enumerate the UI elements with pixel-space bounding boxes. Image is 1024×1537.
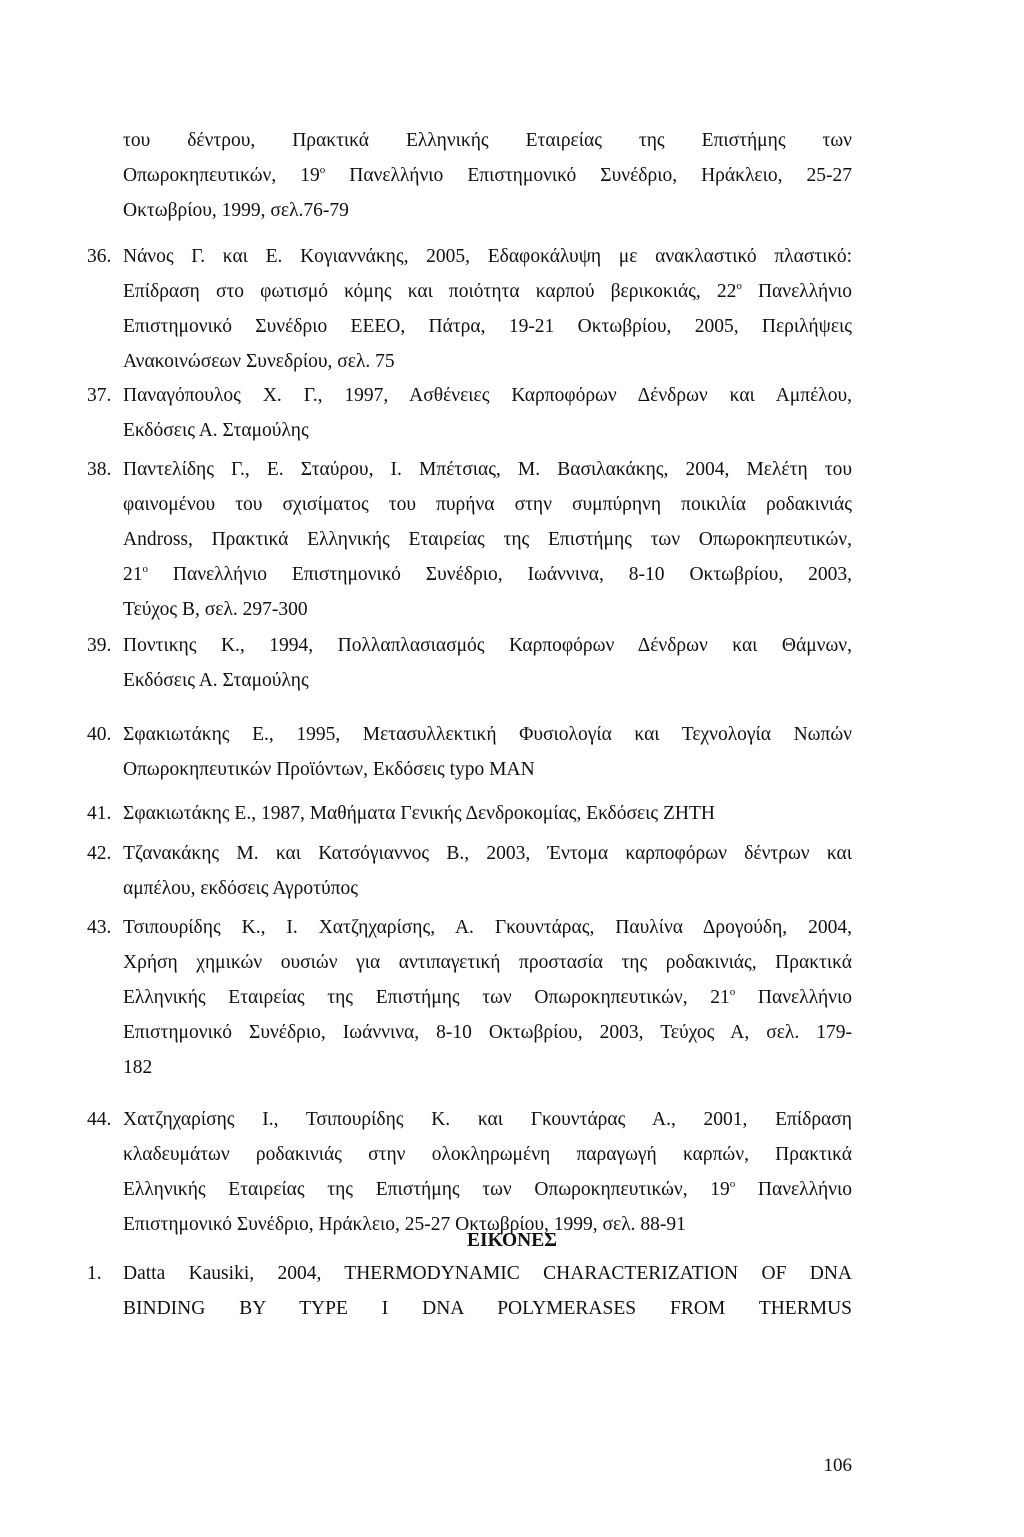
page-number: 106	[823, 1455, 852, 1476]
reference-line: Ποντικης Κ., 1994, Πολλαπλασιασμός Καρποφόρων Δένδρων και Θάμνων,	[123, 635, 852, 656]
reference-line: Ελληνικής Εταιρείας της Επιστήμης των Οπωροκηπευτικών, $19^o$ Πανελλήνιο	[123, 1177, 852, 1200]
figure-reference-line: BINDING BY TYPE I DNA POLYMERASES FROM THERMUS	[123, 1298, 852, 1319]
figure-reference-line: Datta Kausiki, 2004, THERMODYNAMIC CHARACTERIZATION OF DNA	[123, 1263, 852, 1284]
reference-number: 38.	[87, 459, 112, 480]
reference-number: 44.	[87, 1109, 112, 1130]
reference-line: Οκτωβρίου, 1999, σελ.76-79	[123, 200, 349, 221]
reference-line: Τζανακάκης Μ. και Κατσόγιαννος Β., 2003, Έντομα καρποφόρων δέντρων και	[123, 843, 852, 864]
reference-number: 42.	[87, 843, 112, 864]
reference-line: Χρήση χημικών ουσιών για αντιπαγετική προστασία της ροδακινιάς, Πρακτικά	[123, 952, 852, 973]
reference-line: Ελληνικής Εταιρείας της Επιστήμης των Οπωροκηπευτικών, $21^o$ Πανελλήνιο	[123, 985, 852, 1008]
reference-line: 182	[123, 1057, 153, 1078]
reference-number: 43.	[87, 917, 112, 938]
reference-line: Τσιπουρίδης Κ., Ι. Χατζηχαρίσης, Α. Γκουντάρας, Παυλίνα Δρογούδη, 2004,	[123, 917, 852, 938]
reference-number: 1.	[87, 1263, 102, 1284]
reference-line: του δέντρου, Πρακτικά Ελληνικής Εταιρείας της Επιστήμης των	[123, 130, 852, 151]
reference-line: Επιστημονικό Συνέδριο, Ιωάννινα, 8-10 Οκτωβρίου, 2003, Τεύχος Α, σελ. 179-	[123, 1022, 852, 1043]
reference-line: Επίδραση στο φωτισμό κόμης και ποιότητα καρπού βερικοκιάς, $22^o$ Πανελλήνιο	[123, 279, 852, 302]
reference-line: Τεύχος Β, σελ. 297-300	[123, 599, 308, 620]
reference-line: Εκδόσεις Α. Σταμούλης	[123, 670, 309, 691]
reference-line: Οπωροκηπευτικών Προϊόντων, Εκδόσεις typo MAN	[123, 759, 535, 780]
reference-line: Παντελίδης Γ., Ε. Σταύρου, Ι. Μπέτσιας, Μ. Βασιλακάκης, 2004, Μελέτη του	[123, 459, 852, 480]
reference-line: $21^o$ Πανελλήνιο Επιστημονικό Συνέδριο, Ιωάννινα, 8-10 Οκτωβρίου, 2003,	[123, 562, 852, 585]
reference-line: κλαδευμάτων ροδακινιάς στην ολοκληρωμένη παραγωγή καρπών, Πρακτικά	[123, 1144, 852, 1165]
reference-number: 36.	[87, 246, 112, 267]
reference-line: Andross, Πρακτικά Ελληνικής Εταιρείας της Επιστήμης των Οπωροκηπευτικών,	[123, 529, 852, 550]
section-heading: ΕΙΚΟΝΕΣ	[467, 1230, 557, 1251]
reference-line: αμπέλου, εκδόσεις Αγροτύπος	[123, 878, 358, 899]
reference-number: 41.	[87, 803, 112, 824]
reference-number: 37.	[87, 385, 112, 406]
reference-line: Νάνος Γ. και Ε. Κογιαννάκης, 2005, Εδαφοκάλυψη με ανακλαστικό πλαστικό:	[123, 246, 852, 267]
reference-line: Σφακιωτάκης Ε., 1987, Μαθήματα Γενικής Δενδροκομίας, Εκδόσεις ΖΗΤΗ	[123, 803, 715, 824]
reference-line: Σφακιωτάκης Ε., 1995, Μετασυλλεκτική Φυσιολογία και Τεχνολογία Νωπών	[123, 724, 852, 745]
reference-line: Επιστημονικό Συνέδριο ΕΕΕΟ, Πάτρα, 19-21 Οκτωβρίου, 2005, Περιλήψεις	[123, 316, 852, 337]
reference-line: Επιστημονικό Συνέδριο, Ηράκλειο, 25-27 Οκτωβρίου, 1999, σελ. 88-91	[123, 1214, 686, 1235]
reference-line: Εκδόσεις Α. Σταμούλης	[123, 420, 309, 441]
reference-line: Οπωροκηπευτικών, $19^o$ Πανελλήνιο Επιστημονικό Συνέδριο, Ηράκλειο, 25-27	[123, 163, 852, 186]
reference-number: 40.	[87, 724, 112, 745]
reference-number: 39.	[87, 635, 112, 656]
reference-line: Ανακοινώσεων Συνεδρίου, σελ. 75	[123, 351, 395, 372]
reference-line: Χατζηχαρίσης Ι., Τσιπουρίδης Κ. και Γκουντάρας Α., 2001, Επίδραση	[123, 1109, 852, 1130]
reference-line: Παναγόπουλος Χ. Γ., 1997, Ασθένειες Καρποφόρων Δένδρων και Αμπέλου,	[123, 385, 852, 406]
reference-line: φαινομένου του σχισίματος του πυρήνα στην συμπύρηνη ποικιλία ροδακινιάς	[123, 494, 852, 515]
